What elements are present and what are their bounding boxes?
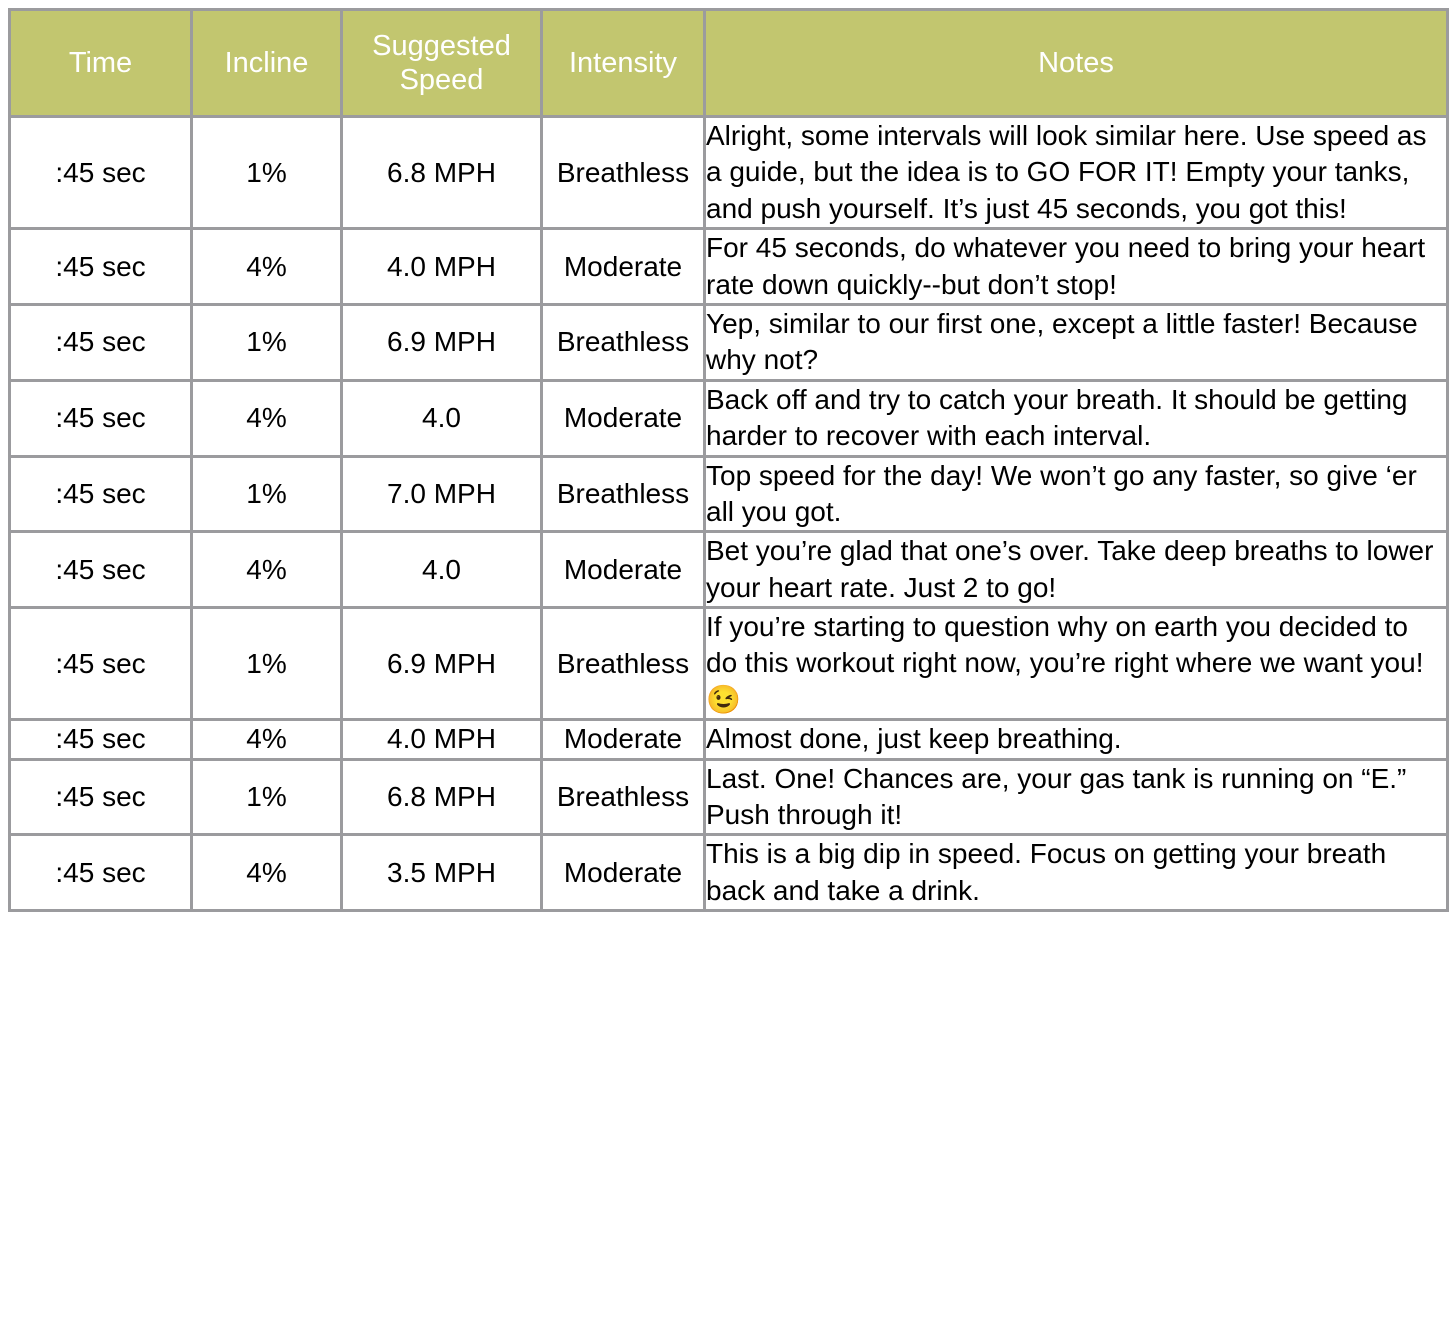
cell-time: :45 sec: [10, 532, 192, 608]
table-header-row: [10, 10, 1448, 117]
table-row: [10, 456, 1448, 532]
cell-incline: 1%: [192, 608, 342, 720]
table-row: [10, 608, 1448, 720]
table-row: [10, 229, 1448, 305]
cell-suggested-speed: 6.9 MPH: [342, 608, 542, 720]
cell-time: :45 sec: [10, 720, 192, 759]
cell-incline: 1%: [192, 456, 342, 532]
table-row: [10, 759, 1448, 835]
cell-time: :45 sec: [10, 456, 192, 532]
cell-incline: 1%: [192, 304, 342, 380]
cell-suggested-speed: 6.8 MPH: [342, 117, 542, 229]
column-header-notes: Notes: [705, 10, 1448, 117]
cell-suggested-speed: 3.5 MPH: [342, 835, 542, 911]
column-header-suggested-speed: Suggested Speed: [342, 10, 542, 117]
cell-time: :45 sec: [10, 835, 192, 911]
cell-time: :45 sec: [10, 229, 192, 305]
cell-notes: Almost done, just keep breathing.: [705, 720, 1448, 759]
cell-notes: Bet you’re glad that one’s over. Take deep breaths to lower your heart rate. Just 2 to go!: [705, 532, 1448, 608]
cell-suggested-speed: 4.0 MPH: [342, 229, 542, 305]
cell-incline: 4%: [192, 229, 342, 305]
cell-incline: 4%: [192, 380, 342, 456]
cell-intensity: Breathless: [542, 759, 705, 835]
cell-suggested-speed: 4.0: [342, 380, 542, 456]
cell-incline: 1%: [192, 117, 342, 229]
cell-intensity: Breathless: [542, 117, 705, 229]
cell-suggested-speed: 6.9 MPH: [342, 304, 542, 380]
cell-notes: Last. One! Chances are, your gas tank is running on “E.” Push through it!: [705, 759, 1448, 835]
cell-notes: Top speed for the day! We won’t go any faster, so give ‘er all you got.: [705, 456, 1448, 532]
cell-intensity: Moderate: [542, 720, 705, 759]
cell-incline: 4%: [192, 720, 342, 759]
cell-incline: 1%: [192, 759, 342, 835]
cell-notes: If you’re starting to question why on earth you decided to do this workout right now, you’re right where we want you! 😉: [705, 608, 1448, 720]
cell-notes: This is a big dip in speed. Focus on getting your breath back and take a drink.: [705, 835, 1448, 911]
cell-intensity: Moderate: [542, 835, 705, 911]
cell-intensity: Breathless: [542, 304, 705, 380]
table-row: [10, 117, 1448, 229]
cell-time: :45 sec: [10, 117, 192, 229]
column-header-incline: Incline: [192, 10, 342, 117]
table-row: [10, 380, 1448, 456]
cell-notes: Yep, similar to our first one, except a little faster! Because why not?: [705, 304, 1448, 380]
cell-time: :45 sec: [10, 380, 192, 456]
cell-notes: Back off and try to catch your breath. It should be getting harder to recover with each interval.: [705, 380, 1448, 456]
cell-time: :45 sec: [10, 608, 192, 720]
cell-suggested-speed: 7.0 MPH: [342, 456, 542, 532]
cell-time: :45 sec: [10, 759, 192, 835]
table-row: [10, 720, 1448, 759]
cell-suggested-speed: 6.8 MPH: [342, 759, 542, 835]
table-row: [10, 304, 1448, 380]
cell-suggested-speed: 4.0: [342, 532, 542, 608]
cell-time: :45 sec: [10, 304, 192, 380]
table-body: [10, 117, 1448, 911]
table-row: [10, 532, 1448, 608]
column-header-intensity: Intensity: [542, 10, 705, 117]
cell-intensity: Moderate: [542, 380, 705, 456]
cell-notes: For 45 seconds, do whatever you need to bring your heart rate down quickly--but don’t stop!: [705, 229, 1448, 305]
cell-incline: 4%: [192, 835, 342, 911]
cell-intensity: Breathless: [542, 608, 705, 720]
cell-suggested-speed: 4.0 MPH: [342, 720, 542, 759]
table-header: [10, 10, 1448, 117]
cell-notes: Alright, some intervals will look similar here. Use speed as a guide, but the idea is to GO FOR IT! Empty your tanks, and push yourself. It’s just 45 seconds, you got this!: [705, 117, 1448, 229]
cell-intensity: Moderate: [542, 229, 705, 305]
table-row: [10, 835, 1448, 911]
cell-intensity: Breathless: [542, 456, 705, 532]
cell-intensity: Moderate: [542, 532, 705, 608]
treadmill-interval-table: [8, 8, 1449, 912]
column-header-time: Time: [10, 10, 192, 117]
cell-incline: 4%: [192, 532, 342, 608]
